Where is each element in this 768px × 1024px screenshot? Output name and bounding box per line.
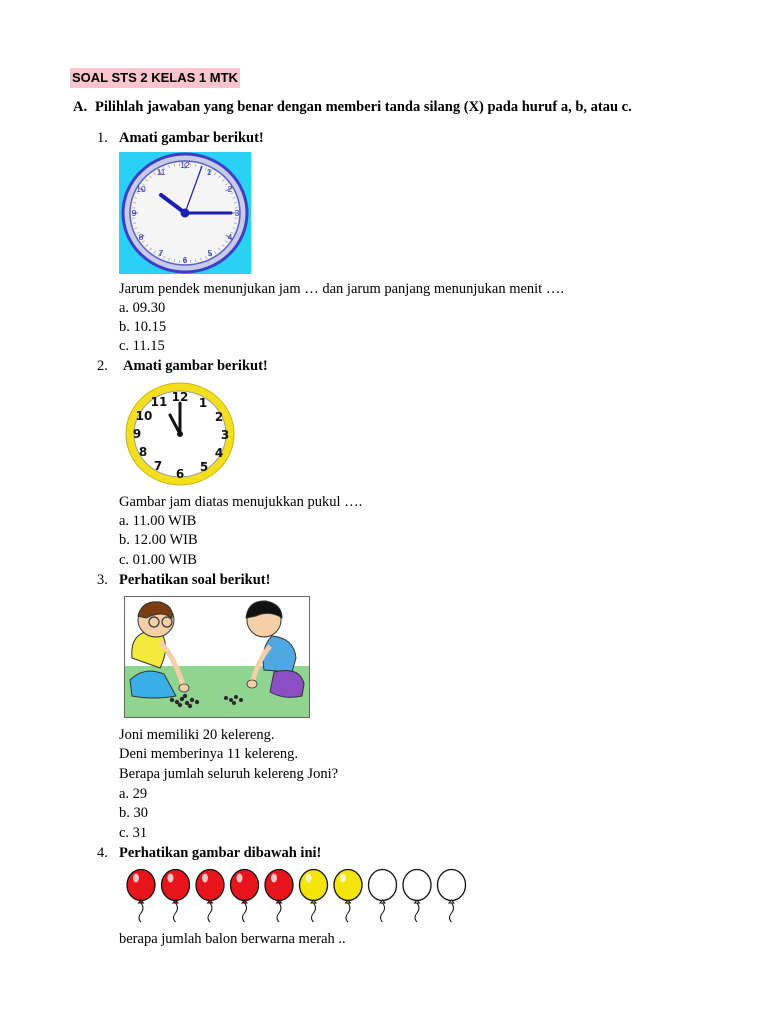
question-3-option-a: a. 29 [119, 786, 148, 802]
clock-number-4: 4 [227, 232, 233, 242]
question-1-option-a: a. 09.30 [119, 300, 166, 316]
clock-number-4: 4 [214, 446, 224, 460]
question-3-option-c: c. 31 [119, 825, 148, 841]
clock-number-10: 10 [136, 184, 146, 194]
question-3-option-b: b. 30 [119, 805, 148, 821]
blue-wall-clock-icon [119, 152, 251, 274]
balloons-row-illustration [124, 868, 470, 924]
clock-number-11: 11 [156, 167, 166, 177]
clock-number-3: 3 [234, 208, 240, 218]
clock-number-2: 2 [227, 184, 233, 194]
balloon-7 [334, 870, 362, 923]
section-letter: A. [73, 99, 88, 115]
worksheet-title: SOAL STS 2 KELAS 1 MTK [70, 68, 240, 88]
balloon-4 [231, 870, 259, 923]
yellow-clock-icon [124, 381, 236, 487]
question-2-heading: Amati gambar berikut! [123, 358, 268, 374]
clock-number-1: 1 [206, 167, 212, 177]
balloon-10 [438, 870, 466, 923]
clock-number-10: 10 [135, 409, 153, 423]
clock-number-6: 6 [175, 467, 185, 481]
question-3-line-3: Berapa jumlah seluruh kelereng Joni? [119, 766, 339, 782]
clock-number-9: 9 [132, 427, 142, 441]
question-4-prompt: berapa jumlah balon berwarna merah .. [119, 931, 346, 947]
question-4-number: 4. [97, 845, 108, 861]
children-playing-marbles-illustration [124, 596, 310, 718]
clock-number-12: 12 [171, 390, 189, 404]
section-instruction [73, 99, 632, 116]
clock-number-5: 5 [199, 460, 209, 474]
clock-number-7: 7 [158, 248, 164, 258]
balloon-3 [196, 870, 224, 923]
balloon-6 [300, 870, 328, 923]
instruction-text: Pilihlah jawaban yang benar dengan memberi tanda silang (X) pada huruf a, b, atau c. [95, 99, 632, 115]
clock-number-12: 12 [180, 160, 190, 170]
question-3-line-2: Deni memberinya 11 kelereng. [119, 746, 299, 762]
question-1-number: 1. [97, 130, 108, 146]
balloon-5 [265, 870, 293, 923]
clock-number-6: 6 [182, 255, 188, 265]
clock-number-8: 8 [138, 445, 148, 459]
question-2-number: 2. [97, 358, 108, 374]
question-3-number: 3. [97, 572, 108, 588]
question-1-option-b: b. 10.15 [119, 319, 167, 335]
question-2-option-c: c. 01.00 WIB [119, 552, 197, 568]
question-1-option-c: c. 11.15 [119, 338, 165, 354]
clock-number-9: 9 [131, 208, 137, 218]
clock-number-2: 2 [214, 410, 224, 424]
balloon-1 [127, 870, 155, 923]
question-3-line-1: Joni memiliki 20 kelereng. [119, 727, 275, 743]
clock-number-11: 11 [150, 395, 168, 409]
balloon-9 [403, 870, 431, 923]
question-1-heading: Amati gambar berikut! [119, 130, 264, 146]
clock-number-5: 5 [207, 248, 213, 258]
clock-number-7: 7 [153, 459, 163, 473]
question-2-option-a: a. 11.00 WIB [119, 513, 197, 529]
question-1-prompt: Jarum pendek menunjukan jam … dan jarum panjang menunjukan menit …. [119, 281, 564, 297]
balloon-8 [369, 870, 397, 923]
clock-number-8: 8 [138, 232, 144, 242]
question-4-heading: Perhatikan gambar dibawah ini! [119, 845, 322, 861]
question-2-prompt: Gambar jam diatas menujukkan pukul …. [119, 494, 363, 510]
question-2-option-b: b. 12.00 WIB [119, 532, 198, 548]
question-3-heading: Perhatikan soal berikut! [119, 572, 271, 588]
clock-number-1: 1 [198, 396, 208, 410]
clock-number-3: 3 [220, 428, 230, 442]
balloon-2 [162, 870, 190, 923]
